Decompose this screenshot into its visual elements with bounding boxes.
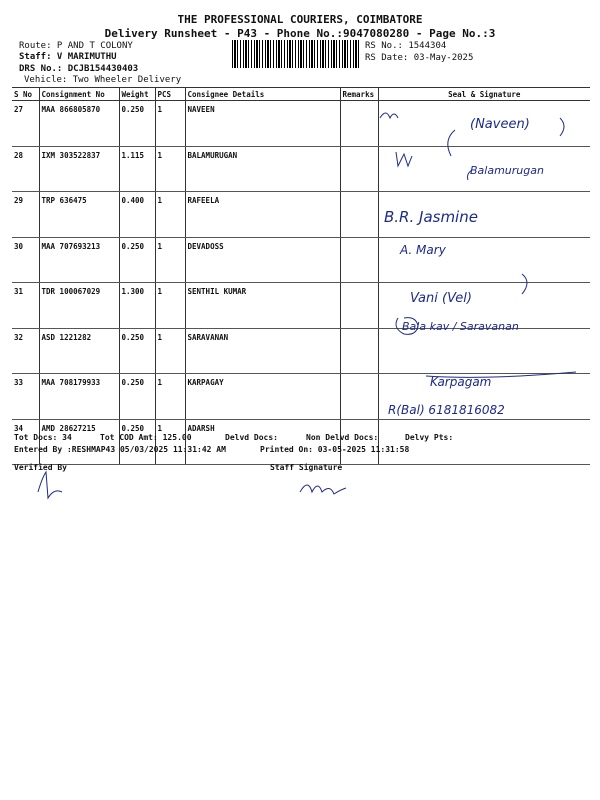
cell-consignment: MAA 707693213	[39, 237, 119, 283]
sig-27: (Naveen)	[470, 117, 530, 132]
scribble-mark	[522, 274, 527, 294]
cell-weight: 0.250	[119, 374, 155, 420]
cell-consignment: MAA 866805870	[39, 101, 119, 147]
cell-consignee: RAFEELA	[185, 192, 340, 238]
staff-signature-mark	[300, 485, 346, 494]
sig-29: B.R. Jasmine	[384, 208, 478, 226]
entered-by: Entered By :RESHMAP43 05/03/2025 11:31:42 AM	[14, 445, 226, 454]
cell-weight: 1.300	[119, 283, 155, 329]
cell-consignee: SARAVANAN	[185, 328, 340, 374]
cell-sno: 30	[12, 237, 39, 283]
cell-pcs: 1	[155, 237, 185, 283]
staff-signature-label: Staff Signature	[270, 463, 343, 472]
cell-consignee: ADARSH	[185, 419, 340, 465]
cell-sno: 29	[12, 192, 39, 238]
cell-consignment: TRP 636475	[39, 192, 119, 238]
cell-weight: 1.115	[119, 146, 155, 192]
total-docs: Tot Docs: 34	[14, 433, 72, 442]
cell-pcs: 1	[155, 146, 185, 192]
cell-weight: 0.400	[119, 192, 155, 238]
cell-sno: 32	[12, 328, 39, 374]
rs-number: RS No.: 1544304	[365, 41, 447, 51]
cell-consignment: TDR 100067029	[39, 283, 119, 329]
cell-pcs: 1	[155, 419, 185, 465]
cell-weight: 0.250	[119, 237, 155, 283]
drs-number: DRS No.: DCJB154430403	[19, 64, 139, 74]
cell-sno: 34	[12, 419, 39, 465]
cell-weight: 0.250	[119, 419, 155, 465]
non-delivered-docs: Non Delvd Docs:	[306, 433, 379, 442]
cell-consignment: IXM 303522837	[39, 146, 119, 192]
verifier-signature-mark	[38, 472, 62, 498]
col-signature: Seal & Signature	[378, 88, 590, 101]
sig-33: Karpagam	[430, 375, 492, 389]
cell-consignment: AMD 28627215	[39, 419, 119, 465]
scribble-mark	[396, 152, 412, 166]
rs-date: RS Date: 03-May-2025	[365, 53, 474, 63]
cell-consignment: ASD 1221282	[39, 328, 119, 374]
col-pcs: PCS	[155, 88, 185, 101]
cell-consignee: SENTHIL KUMAR	[185, 283, 340, 329]
sig-32: Bala kav / Saravanan	[402, 320, 519, 333]
scribble-mark	[448, 130, 455, 156]
col-consignment: Consignment No	[39, 88, 119, 101]
cell-sno: 28	[12, 146, 39, 192]
vehicle: Vehicle: Two Wheeler Delivery	[24, 75, 182, 85]
runsheet-title: Delivery Runsheet - P43 - Phone No.:9047080280 - Page No.:3	[104, 27, 496, 40]
verified-by-label: Verified By	[14, 463, 67, 472]
delivered-docs: Delvd Docs:	[225, 433, 278, 442]
cell-sno: 31	[12, 283, 39, 329]
col-sno: S No	[12, 88, 39, 101]
cell-pcs: 1	[155, 192, 185, 238]
cell-consignee: KARPAGAY	[185, 374, 340, 420]
scribble-mark	[560, 118, 564, 136]
printed-on: Printed On: 03-05-2025 11:31:58	[260, 445, 410, 454]
scribble-mark	[380, 113, 398, 118]
cell-consignment: MAA 708179933	[39, 374, 119, 420]
sig-28: Balamurugan	[470, 164, 544, 177]
cell-weight: 0.250	[119, 101, 155, 147]
col-consignee: Consignee Details	[185, 88, 340, 101]
total-cod-amount: Tot COD Amt: 125.00	[100, 433, 192, 442]
sig-31: Vani (Vel)	[410, 291, 472, 306]
cell-sno: 33	[12, 374, 39, 420]
cell-pcs: 1	[155, 101, 185, 147]
cell-pcs: 1	[155, 328, 185, 374]
cell-sno: 27	[12, 101, 39, 147]
company-title: THE PROFESSIONAL COURIERS, COIMBATORE	[177, 13, 423, 26]
cell-consignee: DEVADOSS	[185, 237, 340, 283]
cell-weight: 0.250	[119, 328, 155, 374]
col-weight: Weight	[119, 88, 155, 101]
delivery-points: Delvy Pts:	[405, 433, 454, 442]
cell-pcs: 1	[155, 283, 185, 329]
cell-consignee: BALAMURUGAN	[185, 146, 340, 192]
staff: Staff: V MARIMUTHU	[19, 52, 117, 62]
cell-consignee: NAVEEN	[185, 101, 340, 147]
sig-30: A. Mary	[400, 243, 446, 257]
sig-34: R(Bal) 6181816082	[388, 403, 505, 417]
route: Route: P AND T COLONY	[19, 41, 133, 51]
col-remarks: Remarks	[340, 88, 378, 101]
cell-pcs: 1	[155, 374, 185, 420]
